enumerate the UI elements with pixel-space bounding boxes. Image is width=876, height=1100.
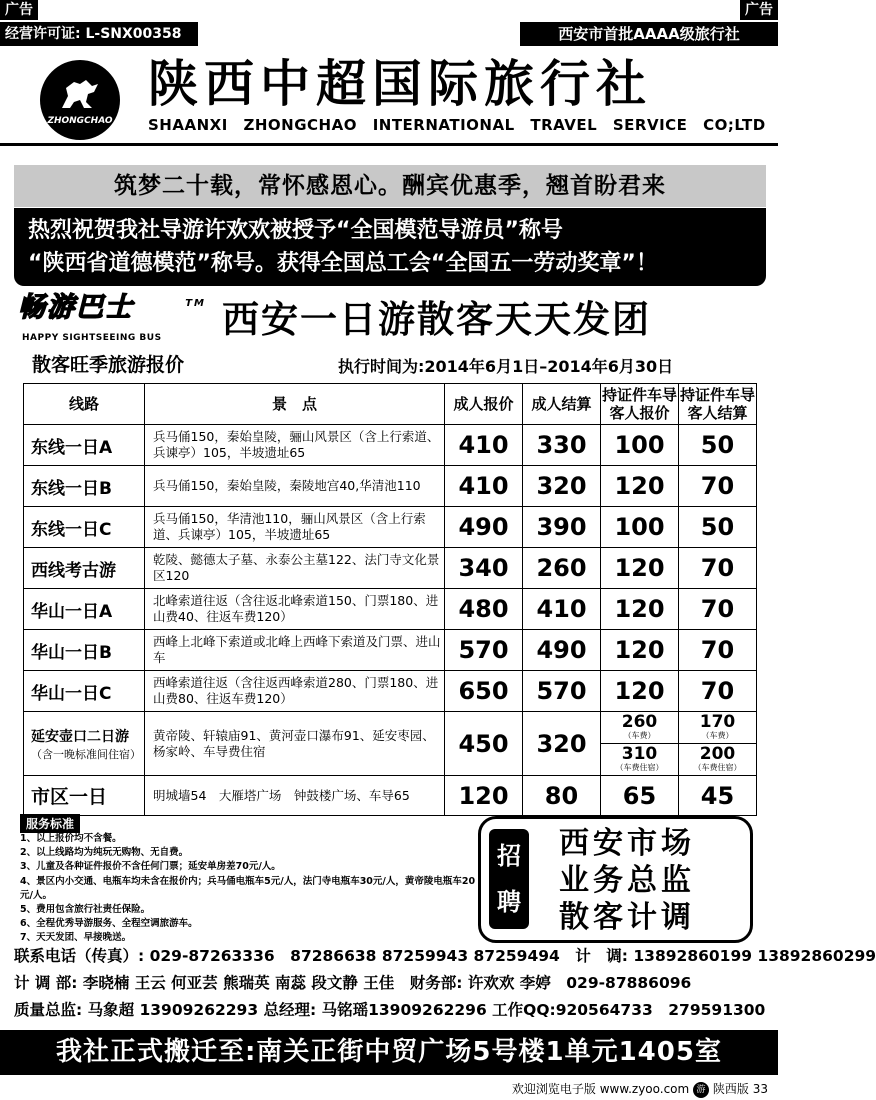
cert-price-car-hotel-note: （车费住宿） [615,763,664,772]
route-spots: 黄帝陵、轩辕庙91、黄河壶口瀑布91、延安枣园、杨家岭、车导费住宿 [145,712,445,776]
adult-settle: 570 [523,671,601,712]
cert-settle-car [679,712,756,744]
service-notes [20,832,480,946]
logo-text: ZHONGCHAO [47,116,113,126]
cert-settle: 50 [679,507,757,548]
table-row [24,466,757,507]
contact-staff: 计 调 部: 李晓楠 王云 何亚芸 熊瑞英 南蕊 段文静 王佳 财务部: 许欢欢 李婷 029-87886096 [14,974,692,992]
adult-price: 340 [445,548,523,589]
license-number: 经营许可证: L-SNX00358 [0,22,198,46]
cert-settle-car-note: （车费） [701,731,734,740]
ad-tag-right: 广告 [740,0,778,20]
adult-settle: 80 [523,776,601,816]
table-row [24,589,757,630]
cert-settle-car-hotel-value: 200 [699,744,736,764]
adult-settle: 320 [523,466,601,507]
season-title: 散客旺季旅游报价 [32,354,185,376]
route-spots: 西峰索道往返（含往返西峰索道280、门票180、进山费80、往返车费120） [145,671,445,712]
adult-settle: 260 [523,548,601,589]
cert-price-car-note: （车费） [623,731,656,740]
adult-price: 650 [445,671,523,712]
ad-tag-left: 广告 [0,0,38,20]
seal-icon: 游 [693,1082,709,1098]
list-item: 4、景区内小交通、电瓶车均未含在报价内；兵马俑电瓶车5元/人，法门寺电瓶车30元/人，黄帝陵电瓶车20元/人。 [20,875,476,901]
recruitment-box [478,816,753,943]
page-number: 33 [752,1082,768,1096]
route-name: 东线一日A [24,425,145,466]
adult-settle: 330 [523,425,601,466]
adult-settle: 490 [523,630,601,671]
route-spots: 北峰索道往返（含往返北峰索道150、门票180、进山费40、往返车费120） [145,589,445,630]
table-row [24,630,757,671]
recruit-char-1: 招 [497,842,521,870]
list-item: 6、全程优秀导游服务、全程空调旅游车。 [20,918,198,930]
cert-price: 120 [601,548,679,589]
bus-brand-logo [18,290,208,326]
cert-settle: 70 [679,466,757,507]
header-spots: 景 点 [145,384,445,425]
cert-price: 100 [601,507,679,548]
route-name: 华山一日A [24,589,145,630]
congrats-banner [14,208,766,286]
route-spots: 明城墙54 大雁塔广场 钟鼓楼广场、车导65 [145,776,445,816]
cert-price: 100 [601,425,679,466]
route-name [24,712,145,776]
adult-settle: 410 [523,589,601,630]
adult-settle: 390 [523,507,601,548]
cert-settle: 70 [679,630,757,671]
adult-price: 120 [445,776,523,816]
bus-brand-en: HAPPY SIGHTSEEING BUS [22,333,162,343]
adult-price: 410 [445,425,523,466]
cert-settle: 70 [679,589,757,630]
footer-welcome: 欢迎浏览电子版 www.zyoo.com [511,1082,690,1096]
recruit-positions [559,825,695,936]
list-item: 7、天天发团、早接晚送。 [20,932,132,944]
table-row [24,507,757,548]
recruit-position: 业务总监 [559,863,695,898]
route-spots: 西峰上北峰下索道或北峰上西峰下索道及门票、进山车 [145,630,445,671]
price-table [23,383,757,816]
route-name-sub: （含一晚标准间住宿） [31,747,141,761]
recruit-char-2: 聘 [497,888,521,916]
cert-price: 120 [601,671,679,712]
congrats-line-1: 热烈祝贺我社导游许欢欢被授予“全国模范导游员”称号 [28,218,563,243]
cert-settle [679,712,757,776]
route-spots: 乾陵、懿德太子墓、永泰公主墓122、法门寺文化景区120 [145,548,445,589]
adult-price: 410 [445,466,523,507]
recruit-position: 散客计调 [559,900,695,935]
route-name: 市区一日 [24,776,145,816]
horse-icon [58,78,102,112]
cert-settle-car-hotel-note: （车费住宿） [693,763,742,772]
header-adult-settle: 成人结算 [523,384,601,425]
table-row [24,671,757,712]
adult-settle: 320 [523,712,601,776]
header-route: 线路 [24,384,145,425]
list-item: 5、费用包含旅行社责任保险。 [20,904,151,916]
validity-period: 执行时间为:2014年6月1日–2014年6月30日 [338,357,674,376]
table-header-row [24,384,757,425]
company-name-en: SHAANXI ZHONGCHAO INTERNATIONAL TRAVEL SERVICE CO;LTD [148,116,766,134]
header-adult-price: 成人报价 [445,384,523,425]
cert-price: 65 [601,776,679,816]
list-item: 3、儿童及各种证件报价不含任何门票；延安单房差70元/人。 [20,861,281,873]
service-standard-label: 服务标准 [20,814,80,833]
route-name: 华山一日B [24,630,145,671]
bus-brand-text: 畅游巴士 [18,292,134,323]
recruit-label [489,829,529,929]
congrats-line-2: “陕西省道德模范”称号。获得全国总工会“全国五一劳动奖章”！ [28,251,658,276]
route-spots: 兵马俑150，华清池110，骊山风景区（含上行索道、兵谏亭）105，半坡遗址65 [145,507,445,548]
recruit-position: 西安市场 [559,826,695,861]
cert-price-car-hotel-value: 310 [621,744,658,764]
table-row [24,425,757,466]
route-name: 东线一日C [24,507,145,548]
contact-phone: 联系电话（传真）: 029-87263336 87286638 87259943 87259494 计 调: 13892860199 13892860299 [14,947,876,965]
main-heading: 西安一日游散客天天发团 [222,297,651,341]
company-logo [40,60,120,140]
trademark-mark: TM [185,298,206,309]
cert-price-car-value: 260 [621,712,658,732]
company-name-cn: 陕西中超国际旅行社 [148,54,652,113]
adult-price: 570 [445,630,523,671]
cert-price-car [601,712,678,744]
route-name: 西线考古游 [24,548,145,589]
table-row-yanan [24,712,757,776]
route-name: 华山一日C [24,671,145,712]
cert-price: 120 [601,466,679,507]
first-batch-badge: 西安市首批AAAA级旅行社 [520,22,778,46]
route-name-text: 延安壶口二日游 [31,728,129,745]
route-spots: 兵马俑150，秦始皇陵，秦陵地宫40,华清池110 [145,466,445,507]
cert-price-car-hotel [601,744,678,775]
route-name: 东线一日B [24,466,145,507]
page-footer [512,1080,768,1098]
cert-settle-car-hotel [679,744,756,775]
adult-price: 450 [445,712,523,776]
adult-price: 490 [445,507,523,548]
contact-management: 质量总监: 马象超 13909262293 总经理: 马铭瑶13909262296 工作QQ:920564733 279591300 [14,1001,766,1019]
cert-settle: 70 [679,548,757,589]
header-cert-settle: 持证件车导客人结算 [679,384,757,425]
list-item: 2、以上线路均为纯玩无购物、无自费。 [20,847,189,859]
slogan-banner: 筑梦二十载，常怀感恩心。酬宾优惠季，翘首盼君来 [14,165,766,207]
table-row [24,548,757,589]
cert-settle-car-value: 170 [699,712,736,732]
cert-settle: 50 [679,425,757,466]
cert-price: 120 [601,589,679,630]
list-item: 1、以上报价均不含餐。 [20,833,122,844]
adult-price: 480 [445,589,523,630]
table-row [24,776,757,816]
cert-price [601,712,679,776]
cert-price: 120 [601,630,679,671]
relocation-notice: 我社正式搬迁至:南关正街中贸广场5号楼1单元1405室 [0,1030,778,1075]
cert-settle: 45 [679,776,757,816]
divider [0,143,778,146]
header-cert-price: 持证件车导客人报价 [601,384,679,425]
cert-settle: 70 [679,671,757,712]
route-spots: 兵马俑150，秦始皇陵，骊山风景区（含上行索道、兵谏亭）105，半坡遗址65 [145,425,445,466]
footer-edition: 陕西版 [712,1082,749,1096]
